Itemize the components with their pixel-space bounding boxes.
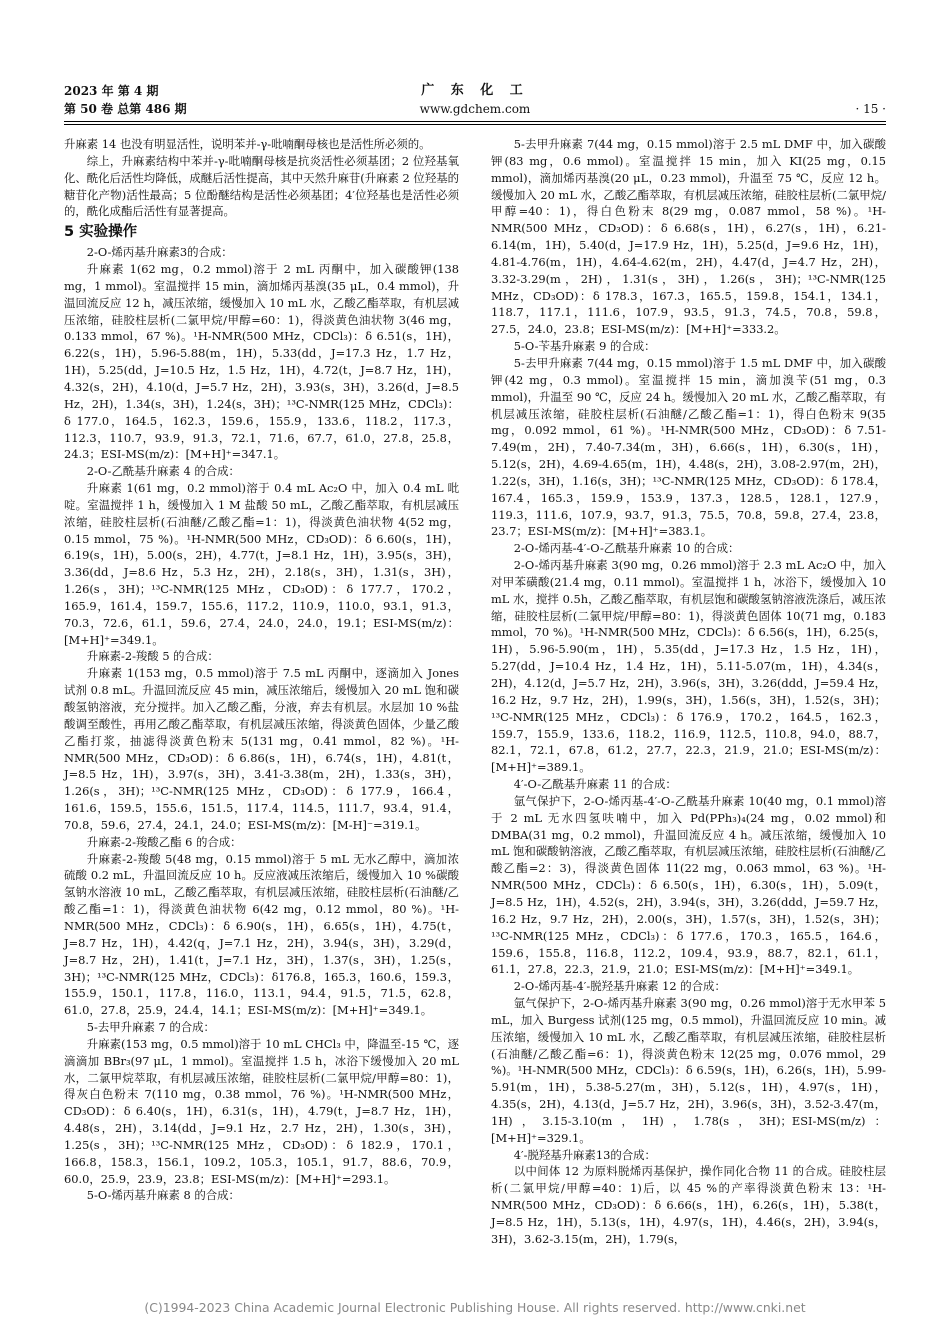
page-number: · 15 · — [855, 102, 886, 116]
section-heading: 5 实验操作 — [64, 224, 138, 241]
paragraph: 4′-O-乙酰基升麻素 11 的合成： — [513, 777, 677, 792]
paragraph: 2-O-烯丙基-4′-O-乙酰基升麻素 10 的合成： — [513, 541, 740, 556]
volume-total: 第 50 卷 总第 486 期 — [64, 102, 187, 116]
paragraph: 4′-脱羟基升麻素13的合成： — [513, 1147, 656, 1162]
paragraph: 综上，升麻素结构中苯并-γ-吡喃酮母核是抗炎活性必须基团；2 位羟基氧化、酰化后活性均降低，成醚后活性提高，其中天然升麻苷(升麻素 2 位羟基的糖苷化产物)活性最高；5 位酚醚结构是活性必须基团；4′位羟基也是活性必须的，酰化成酯后活性有显著提高。 — [64, 153, 459, 219]
left-column — [64, 136, 459, 1204]
paragraph: 升麻素 1(62 mg，0.2 mmol)溶于 2 mL 丙酮中，加入碳酸钾(138 mg，1 mmol)。室温搅拌 15 min，滴加烯丙基溴(35 μL，0.4 mmol)，升温回流反应 12 h，减压浓缩，缓慢加入 10 mL 水，乙酸乙酯萃取，有机层减压浓缩，硅胶柱层析(二氯甲烷/甲醇=60：1)，得淡黄色油状物 3(46 mg，0.133 mmol，67 %)。¹H-NMR(500 MHz，CDCl₃)：δ 6.51(s，1H)，6.22(s，1H)，5.96-5.88(m，1H)，5.33(dd，J=17.3 Hz，1.7 Hz，1H)，5.25(dd，J=10.5 Hz，1.5 Hz，1H)，4.72(t，J=8.7 Hz，1H)，4.32(s，2H)，4.10(d，J=5.7 Hz，2H)，3.93(s，3H)，3.26(d，J=8.5 Hz，2H)，1.34(s，3H)，1.24(s，3H)；¹³C-NMR(125 MHz，CDCl₃)：δ 177.0，164.5，162.3，159.6，155.9，133.6，118.2，117.3，112.3，110.7，93.9，91.3，72.1，71.6，67.7，61.0，27.8，25.8，24.3；ESI-MS(m/z)：[M+H]⁺=347.1。 — [64, 262, 459, 462]
paragraph: 升麻素 14 也没有明显活性，说明苯并-γ-吡喃酮母核也是活性所必须的。 — [64, 137, 431, 151]
journal-masthead — [0, 82, 950, 118]
right-column — [491, 136, 886, 1248]
paragraph: 升麻素 1(61 mg，0.2 mmol)溶于 0.4 mL Ac₂O 中，加入 0.4 mL 吡啶。室温搅拌 1 h，缓慢加入 1 M 盐酸 50 mL，乙酸乙酯萃取，有机层减压浓缩，硅胶柱层析(石油醚/乙酸乙酯=1：1)，得淡黄色油状物 4(52 mg，0.15 mmol，75 %)。¹H-NMR(500 MHz，CD₃OD)：δ 6.60(s，1H)，6.19(s，1H)，5.00(s，2H)，4.77(t，J=8.1 Hz，1H)，3.95(s，3H)，3.36(dd，J=8.6 Hz，5.3 Hz，2H)，2.18(s，3H)，1.31(s，3H)，1.26(s，3H)；¹³C-NMR(125 MHz，CD₃OD)：δ 177.7，170.2，165.9，161.4，159.7，155.6，117.2，110.9，110.0，93.1，91.3，70.3，72.6，61.1，59.6，27.4，24.0，24.0，19.1；ESI-MS(m/z)：[M+H]⁺=349.1。 — [64, 481, 459, 647]
paragraph: 5-O-烯丙基升麻素 8 的合成： — [86, 1188, 240, 1203]
header-rule — [64, 121, 886, 122]
paragraph: 5-O-苄基升麻素 9 的合成： — [513, 339, 656, 354]
journal-name: 广 东 化 工 — [421, 83, 529, 98]
paragraph: 升麻素 1(153 mg，0.5 mmol)溶于 7.5 mL 丙酮中，逐滴加入 Jones 试剂 0.8 mL。升温回流反应 45 min，减压浓缩后，缓慢加入 20 mL 饱和碳酸氢钠溶液，充分搅拌。加入乙酸乙酯，分液，弃去有机层。水层加 10 %盐酸调至酸性，再用乙酸乙酯萃取，有机层减压浓缩，得淡黄色固体，少量乙酸乙酯打浆，抽滤得淡黄色粉末 5(131 mg，0.41 mmol，82 %)。¹H-NMR(500 MHz，CD₃OD)：δ 6.86(s，1H)，6.74(s，1H)，4.81(t，J=8.5 Hz，1H)，3.97(s，3H)，3.41-3.38(m，2H)，1.33(s，3H)，1.26(s，3H)；¹³C-NMR(125 MHz，CD₃OD)：δ 177.9，166.4，161.6，159.5，155.6，151.5，117.4，114.5，111.7，93.4，91.4，70.8，59.6，27.4，24.1，24.0；ESI-MS(m/z)：[M-H]⁻=319.1。 — [64, 666, 459, 832]
paragraph: 氩气保护下，2-O-烯丙基升麻素 3(90 mg，0.26 mmol)溶于无水甲苯 5 mL，加入 Burgess 试剂(125 mg，0.5 mmol)，升温回流反应 10 min。减压浓缩，缓慢加入 10 mL 水，乙酸乙酯萃取，有机层减压浓缩，硅胶柱层析(石油醚/乙酸乙酯=6：1)，得淡黄色粉末 12(25 mg，0.076 mmol，29 %)。¹H-NMR(500 MHz，CDCl₃)：δ 6.59(s，1H)，6.26(s，1H)，5.99-5.91(m，1H)，5.38-5.27(m，3H)，5.12(s，1H)，4.97(s，1H)，4.35(s，2H)，4.13(d，J=5.7 Hz，2H)，3.96(s，3H)，3.52-3.47(m，1H)，3.15-3.10(m，1H)，1.78(s，3H)；ESI-MS(m/z)：[M+H]⁺=329.1。 — [491, 996, 886, 1145]
year-issue: 2023 年 第 4 期 — [64, 84, 159, 98]
paragraph: 升麻素-2-羧酸乙酯 6 的合成： — [86, 834, 242, 849]
paragraph: 5-去甲升麻素 7(44 mg，0.15 mmol)溶于 2.5 mL DMF 中，加入碳酸钾(83 mg，0.6 mmol)。室温搅拌 15 min，加入 KI(25 mg，0.15 mmol)，滴加烯丙基溴(20 μL，0.23 mmol)，升温至 75 ℃，反应 12 h。缓慢加入 20 mL 水，乙酸乙酯萃取，有机层减压浓缩，硅胶柱层析(二氯甲烷/甲醇=40：1)，得白色粉末 8(29 mg，0.087 mmol，58 %)。¹H-NMR(500 MHz，CD₃OD)：δ 6.68(s，1H)，6.27(s，1H)，6.21-6.14(m，1H)，5.40(d，J=17.9 Hz，1H)，5.25(d，J=9.6 Hz，1H)，4.81-4.76(m，1H)，4.64-4.62(m，2H)，4.47(d，J=4.7 Hz，2H)，3.32-3.29(m，2H)，1.31(s，3H)，1.26(s，3H)；¹³C-NMR(125 MHz，CD₃OD)：δ 178.3，167.3，165.5，159.8，154.1，134.1，118.7，117.1，111.6，107.9，93.5，91.3，74.5，70.8，59.8，27.5，24.0，23.8；ESI-MS(m/z)：[M+H]⁺=333.2。 — [491, 137, 886, 337]
paragraph: 5-去甲升麻素 7 的合成： — [86, 1020, 215, 1035]
paragraph: 2-O-烯丙基升麻素 3(90 mg，0.26 mmol)溶于 2.3 mL Ac₂O 中，加入对甲苯磺酸(21.4 mg，0.11 mmol)。室温搅拌 1 h，冰浴下，缓慢加入 10 mL 水，搅拌 0.5h，乙酸乙酯萃取，有机层饱和碳酸氢钠溶液洗涤后，减压浓缩，硅胶柱层析(二氯甲烷/甲醇=80：1)，得淡黄色固体 10(71 mg，0.183 mmol，70 %)。¹H-NMR(500 MHz，CDCl₃)：δ 6.56(s，1H)，6.25(s，1H)，5.96-5.90(m，1H)，5.35(dd，J=17.3 Hz，1.5 Hz，1H)，5.27(dd，J=10.4 Hz，1.4 Hz，1H)，5.11-5.07(m，1H)，4.34(s，2H)，4.12(d，J=5.7 Hz，2H)，3.96(s，3H)，3.26(ddd，J=59.4 Hz，16.2 Hz，9.7 Hz，2H)，1.99(s，3H)，1.56(s，3H)，1.52(s，3H)；¹³C-NMR(125 MHz，CDCl₃)：δ 176.9，170.2，164.5，162.3，159.7，155.9，133.6，118.2，116.9，112.5，110.8，94.0，88.7，82.1，72.1，67.8，61.2，27.7，22.3，21.9，21.0；ESI-MS(m/z)：[M+H]⁺=389.1。 — [491, 558, 886, 775]
paragraph: 升麻素-2-羧酸 5 的合成： — [86, 649, 219, 664]
paragraph: 5-去甲升麻素 7(44 mg，0.15 mmol)溶于 1.5 mL DMF 中，加入碳酸钾(42 mg，0.3 mmol)。室温搅拌 15 min，滴加溴苄(51 mg，0.3 mmol)，升温至 90 ℃，反应 24 h。缓慢加入 20 mL 水，乙酸乙酯萃取，有机层减压浓缩，硅胶柱层析(石油醚/乙酸乙酯=1：1)，得白色粉末 9(35 mg，0.092 mmol，61 %)。¹H-NMR(500 MHz，CD₃OD)：δ 7.51-7.49(m，2H)，7.40-7.34(m，3H)，6.66(s，1H)，6.30(s，1H)，5.12(s，2H)，4.69-4.65(m，1H)，4.48(s，2H)，3.08-2.97(m，2H)，1.22(s，3H)，1.16(s，3H)；¹³C-NMR(125 MHz，CD₃OD)：δ 178.4，167.4，165.3，159.9，153.9，137.3，128.5，128.1，127.9，119.3，111.6，107.9，93.7，91.3，75.5，70.8，59.8，27.4，23.8，23.7；ESI-MS(m/z)：[M+H]⁺=383.1。 — [491, 355, 886, 539]
paragraph: 2-O-烯丙基-4′-脱羟基升麻素 12 的合成： — [513, 979, 726, 994]
paragraph: 氩气保护下，2-O-烯丙基-4′-O-乙酰基升麻素 10(40 mg，0.1 mmol)溶于 2 mL 无水四氢呋喃中，加入 Pd(PPh₃)₄(24 mg，0.02 mmol)和 DMBA(31 mg，0.2 mmol)，升温回流反应 4 h。减压浓缩，缓慢加入 10 mL 饱和碳酸钠溶液，乙酸乙酯萃取，有机层减压浓缩，硅胶柱层析(石油醚/乙酸乙酯=2：3)，得淡黄色固体 11(22 mg，0.063 mmol，63 %)。¹H-NMR(500 MHz，CDCl₃)：δ 6.50(s，1H)，6.30(s，1H)，5.09(t，J=8.5 Hz，1H)，4.52(s，2H)，3.94(s，3H)，3.26(ddd，J=59.7 Hz，16.2 Hz，9.7 Hz，2H)，2.00(s，3H)，1.57(s，3H)，1.52(s，3H)；¹³C-NMR(125 MHz，CDCl₃)：δ 177.6，170.3，165.5，164.6，159.6，155.8，116.8，112.2，109.4，93.9，88.7，82.1，61.1，61.1，27.8，22.3，21.9，21.0；ESI-MS(m/z)：[M+H]⁺=349.1。 — [491, 793, 886, 977]
paragraph: 2-O-乙酰基升麻素 4 的合成： — [86, 464, 240, 479]
copyright-footer: (C)1994-2023 China Academic Journal Electronic Publishing House. All rights reserved. http://www.cnki.net — [144, 1300, 806, 1315]
paragraph: 以中间体 12 为原料脱烯丙基保护，操作同化合物 11 的合成。硅胶柱层析(二氯甲烷/甲醇=40：1)后，以 45 %的产率得淡黄色粉末 13：¹H-NMR(500 MHz，CD₃OD)：δ 6.66(s，1H)，6.26(s，1H)，5.38(t，J=8.5 Hz，1H)，5.13(s，1H)，4.97(s，1H)，4.46(s，2H)，3.94(s，3H)，3.62-3.15(m，2H)，1.79(s， — [491, 1164, 886, 1246]
paragraph: 2-O-烯丙基升麻素3的合成： — [86, 245, 233, 260]
paragraph: 升麻素-2-羧酸 5(48 mg，0.15 mmol)溶于 5 mL 无水乙醇中，滴加浓硫酸 0.2 mL，升温回流反应 10 h。反应液减压浓缩后，缓慢加入 10 %碳酸氢钠水溶液 10 mL，乙酸乙酯萃取，有机层减压浓缩，硅胶柱层析(石油醚/乙酸乙酯=1：1)，得淡黄色油状物 6(42 mg，0.12 mmol，80 %)。¹H-NMR(500 MHz，CDCl₃)：δ 6.90(s，1H)，6.65(s，1H)，4.75(t，J=8.7 Hz，1H)，4.42(q，J=7.1 Hz，2H)，3.94(s，3H)，3.29(d，J=8.7 Hz，2H)，1.41(t，J=7.1 Hz，3H)，1.37(s，3H)，1.25(s，3H)；¹³C-NMR(125 MHz，CDCl₃)：δ176.8，165.3，160.6，159.3，155.9，150.1，117.8，116.0，113.1，94.4，91.5，71.5，62.8，61.0，27.8，25.9，24.4，14.1；ESI-MS(m/z)：[M+H]⁺=349.1。 — [64, 851, 459, 1018]
header-rule-thin — [64, 124, 886, 125]
journal-website[interactable]: www.gdchem.com — [419, 102, 531, 116]
paragraph: 升麻素(153 mg，0.5 mmol)溶于 10 mL CHCl₃ 中，降温至-15 ℃，逐滴滴加 BBr₃(97 μL，1 mmol)。室温搅拌 1.5 h，冰浴下缓慢加入 20 mL 水，二氯甲烷萃取，有机层减压浓缩，硅胶柱层析(二氯甲烷/甲醇=80：1)，得灰白色粉末 7(110 mg，0.38 mmol，76 %)。¹H-NMR(500 MHz，CD₃OD)：δ 6.40(s，1H)，6.31(s，1H)，4.79(t，J=8.7 Hz，1H)，4.48(s，2H)，3.14(dd，J=9.1 Hz，2.7 Hz，2H)，1.30(s，3H)，1.25(s，3H)；¹³C-NMR(125 MHz，CD₃OD)：δ 182.9，170.1，166.8，158.3，156.1，109.2，105.3，105.1，91.7，88.6，70.9，60.0，25.9，23.9，23.8；ESI-MS(m/z)：[M+H]⁺=293.1。 — [64, 1036, 459, 1186]
